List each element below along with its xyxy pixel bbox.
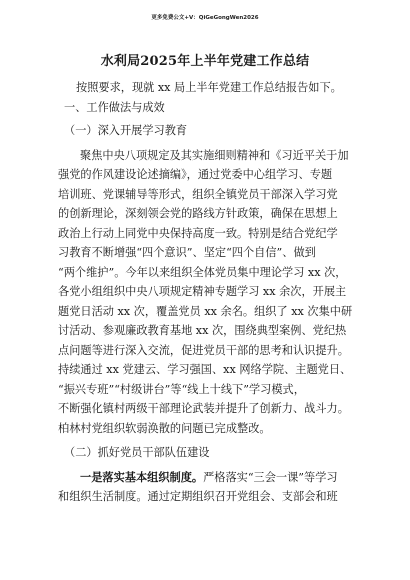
document-body (58, 78, 360, 507)
paragraph-line: 各党小组组织中央八项规定精神专题学习 xx 余次，开展主 (58, 285, 347, 298)
paragraph-team-building (58, 468, 360, 507)
paragraph-line: “振兴专班”“村级讲台”等“线上十线下”学习模式， (58, 382, 305, 396)
paragraph-line: 不断强化镇村两级干部理论武装并提升了创新力、战斗力。 (58, 402, 349, 415)
paragraph-line: 题党日活动 xx 次，覆盖党员 xx 余名。组织了 xx 次集中研 (58, 304, 353, 318)
section-heading-1: 一、工作做法与成效 (64, 100, 165, 114)
paragraph-line: 聚焦中央八项规定及其实施细则精神和《习近平关于加 (80, 148, 349, 162)
paragraph-line: 习教育不断增强“四个意识”、坚定“四个自信”、做到 (58, 246, 316, 259)
paragraph-line: “两个维护”。今年以来组织全体党员集中理论学习 xx 次， (58, 265, 347, 279)
paragraph-line: 强党的作风建设论述摘编》，通过党委中心组学习、专题 (58, 168, 333, 181)
paragraph-line: 柏林村党组织软弱涣散的问题已完成整改。 (58, 421, 271, 435)
paragraph-line: 的创新理论，深刻领会党的路线方针政策，确保在思想上 (58, 207, 338, 220)
header-note: 更多免费公文+V：QiGeGongWen2026 (151, 15, 259, 21)
paragraph-line: 讨活动、参观廉政教育基地 xx 次，围绕典型案例、党纪热 (58, 324, 347, 337)
subsection-heading-2: （二）抓好党员干部队伍建设 (64, 446, 210, 459)
paragraph-line (58, 468, 360, 488)
paragraph-study-education (58, 146, 360, 439)
paragraph-line: 和组织生活制度。通过定期组织召开党组会、支部会和班 (58, 490, 338, 503)
subsection-heading-1: （一）深入开展学习教育 (64, 124, 188, 137)
paragraph-line: 培训班、党课辅导等形式，组织全镇党员干部深入学习党 (58, 187, 338, 201)
intro-paragraph: 按照要求，现就 xx 局上半年党建工作总结报告如下。 (76, 81, 342, 94)
paragraph-line: 点问题等进行深入交流，促进党员干部的思考和认识提升。 (58, 343, 349, 357)
document-title: 水利局2025年上半年党建工作总结 (100, 54, 310, 69)
paragraph-lead-rest: 严格落实“三会一课”等学习 (203, 470, 338, 484)
paragraph-lead-bold: 一是落实基本组织制度。 (80, 469, 204, 484)
paragraph-line: 政治上行动上同党中央保持高度一致。特别是结合党纪学 (58, 226, 338, 240)
paragraph-line: 持续通过 xx 党建云、学习强国、xx 网络学院、主题党日、 (58, 363, 352, 376)
